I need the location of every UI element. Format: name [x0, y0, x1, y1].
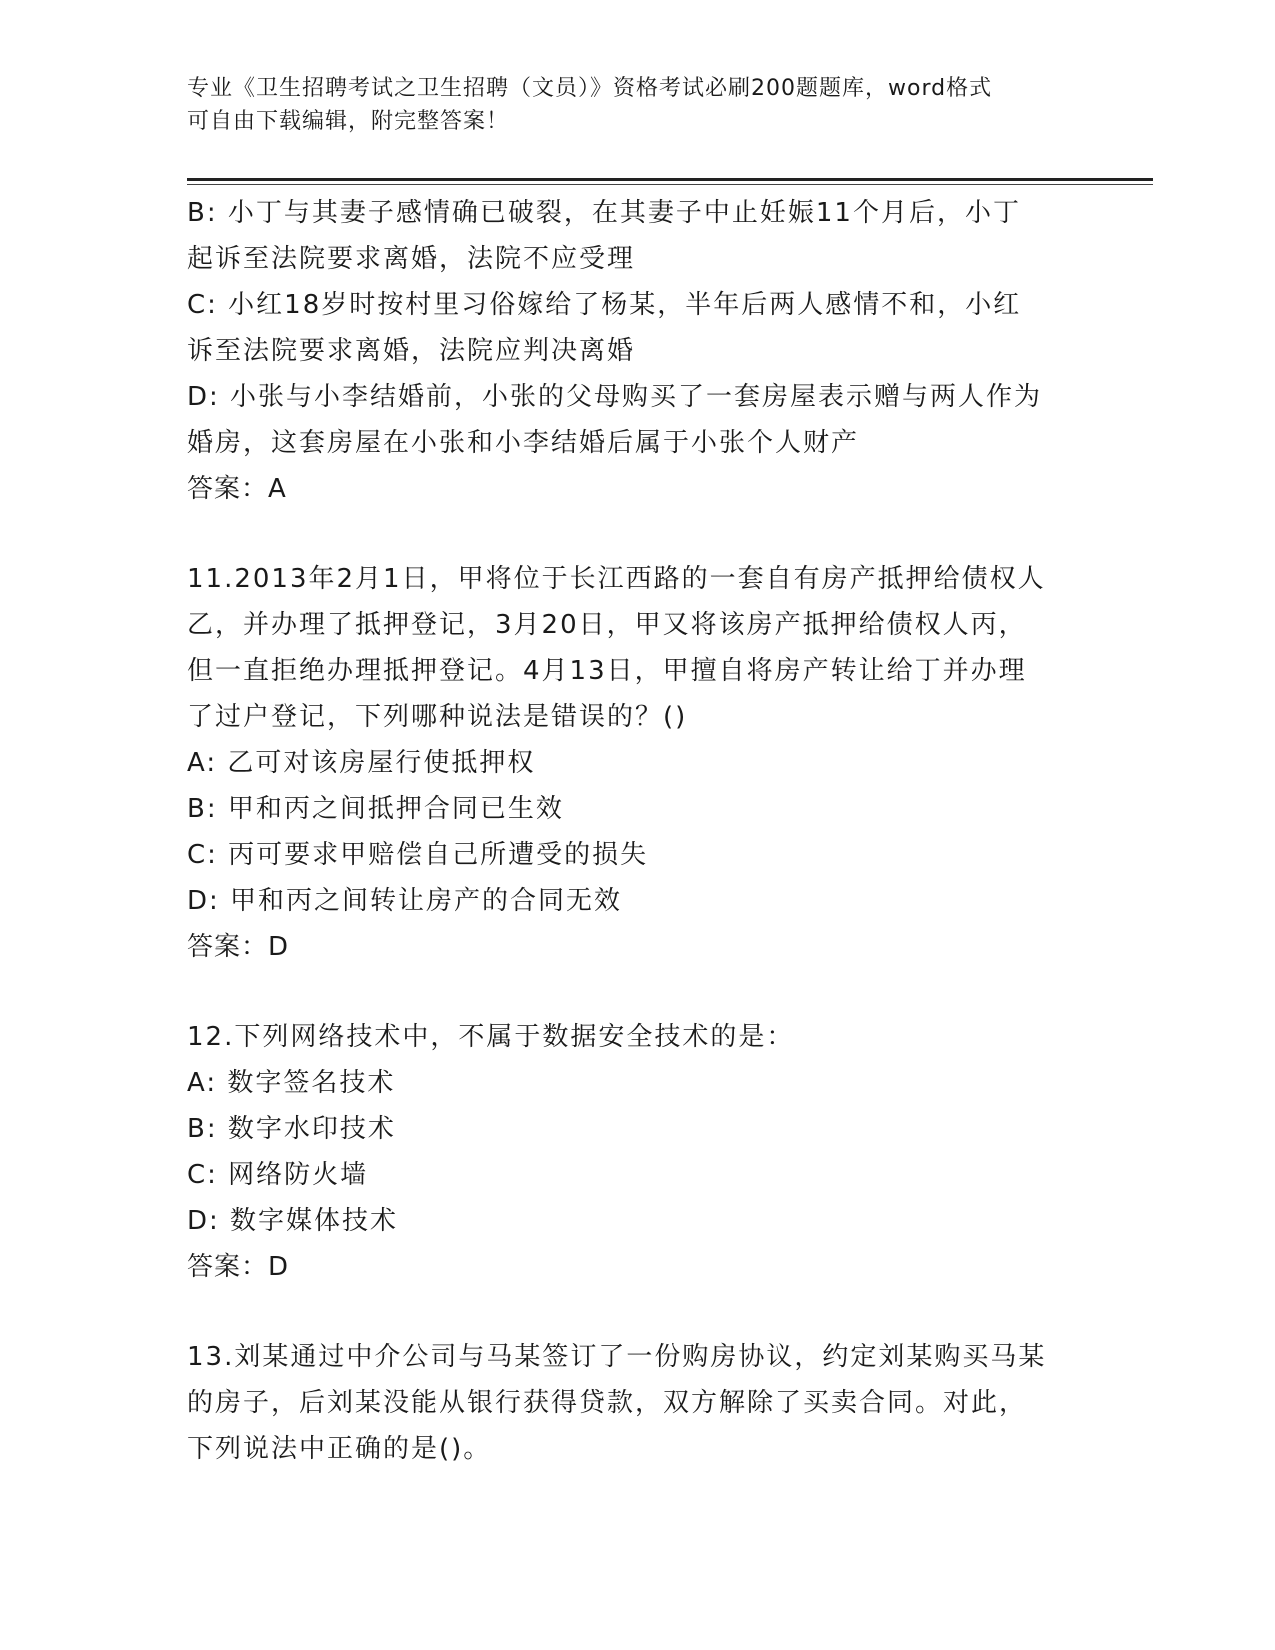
question-13: [187, 1334, 1087, 1472]
option-c: C: 网络防火墙: [187, 1160, 369, 1190]
question-spacer: [187, 512, 1087, 556]
document-body: [187, 190, 1087, 1472]
question-10-continuation: [187, 190, 1087, 512]
question-11: [187, 556, 1087, 970]
option-d-line-1: D: 小张与小李结婚前，小张的父母购买了一套房屋表示赠与两人作为: [187, 382, 1043, 412]
option-a: A: 乙可对该房屋行使抵押权: [187, 748, 536, 778]
option-b-line-1: B: 小丁与其妻子感情确已破裂，在其妻子中止妊娠11个月后，小丁: [187, 198, 1021, 228]
option-b: B: 甲和丙之间抵押合同已生效: [187, 794, 564, 824]
question-stem-line-4: 了过户登记，下列哪种说法是错误的？(): [187, 702, 688, 732]
header-rule-thick: [187, 178, 1153, 181]
header-title-line-1: 专业《卫生招聘考试之卫生招聘（文员）》资格考试必刷200题题库，word格式: [187, 76, 993, 101]
question-spacer: [187, 970, 1087, 1014]
question-stem-line-2: 的房子，后刘某没能从银行获得贷款，双方解除了买卖合同。对此，: [187, 1388, 1028, 1418]
document-header: [187, 72, 1087, 138]
option-b: B: 数字水印技术: [187, 1114, 396, 1144]
option-b-line-2: 起诉至法院要求离婚，法院不应受理: [187, 244, 636, 274]
option-c-line-2: 诉至法院要求离婚，法院应判决离婚: [187, 336, 636, 366]
answer-label: 答案：A: [187, 474, 287, 504]
question-stem-line-3: 下列说法中正确的是()。: [187, 1434, 492, 1464]
header-rule-thin: [187, 184, 1153, 185]
option-d: D: 甲和丙之间转让房产的合同无效: [187, 886, 623, 916]
question-12: [187, 1014, 1087, 1290]
option-a: A: 数字签名技术: [187, 1068, 396, 1098]
question-stem-line-3: 但一直拒绝办理抵押登记。4月13日，甲擅自将房产转让给丁并办理: [187, 656, 1027, 686]
option-c: C: 丙可要求甲赔偿自己所遭受的损失: [187, 840, 649, 870]
question-stem-line-2: 乙，并办理了抵押登记，3月20日，甲又将该房产抵押给债权人丙，: [187, 610, 1027, 640]
option-c-line-1: C: 小红18岁时按村里习俗嫁给了杨某，半年后两人感情不和，小红: [187, 290, 1022, 320]
header-title-line-2: 可自由下载编辑，附完整答案！: [187, 109, 510, 134]
question-spacer: [187, 1290, 1087, 1334]
answer-label: 答案：D: [187, 1252, 290, 1282]
option-d: D: 数字媒体技术: [187, 1206, 399, 1236]
question-stem-line-1: 11.2013年2月1日，甲将位于长江西路的一套自有房产抵押给债权人: [187, 564, 1046, 594]
answer-label: 答案：D: [187, 932, 290, 962]
question-stem-line-1: 13.刘某通过中介公司与马某签订了一份购房协议，约定刘某购买马某: [187, 1342, 1047, 1372]
option-d-line-2: 婚房，这套房屋在小张和小李结婚后属于小张个人财产: [187, 428, 860, 458]
question-stem: 12.下列网络技术中，不属于数据安全技术的是：: [187, 1022, 795, 1052]
